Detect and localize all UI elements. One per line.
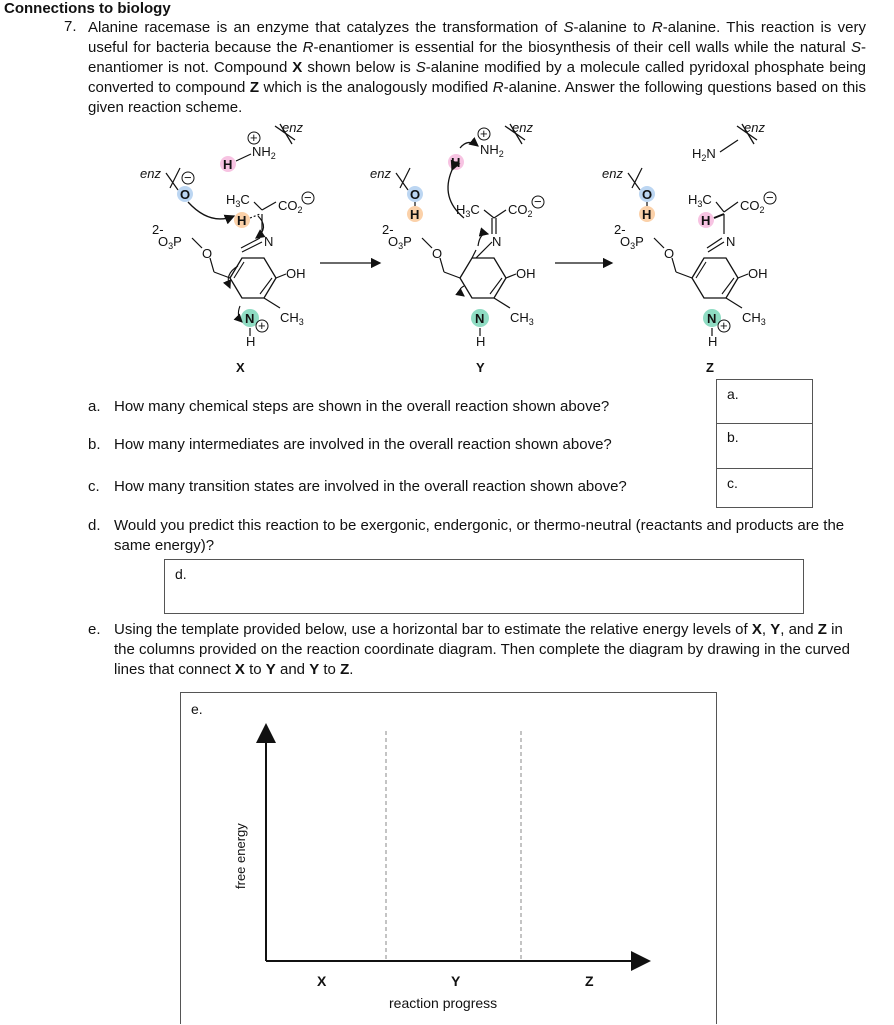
svg-text:NH2: $NH_2$ <box>480 142 504 159</box>
svg-text:O: O <box>180 187 191 202</box>
svg-text:O: O <box>642 187 653 202</box>
svg-text:OH: OH <box>516 266 536 281</box>
svg-text:+: + <box>258 318 266 333</box>
svg-text:CH3: $CH_3$ <box>510 310 534 327</box>
svg-text:CO2: $CO_2$ <box>278 198 303 215</box>
svg-text:O3P: $O_3P$ <box>158 234 182 251</box>
svg-text:2-: 2- <box>382 222 394 237</box>
question-b-letter: b. <box>88 436 101 453</box>
svg-text:enz: enz <box>370 166 391 181</box>
svg-text:H: H <box>223 157 233 172</box>
column-label-y: Y <box>451 973 461 989</box>
compound-x-structure <box>140 120 314 375</box>
question-d-letter: d. <box>88 517 101 534</box>
svg-text:N: N <box>264 234 274 249</box>
svg-text:enz: enz <box>512 120 533 135</box>
svg-text:−: − <box>304 190 312 205</box>
question-a-letter: a. <box>88 398 101 415</box>
svg-text:N: N <box>726 234 736 249</box>
svg-text:H3C: $H_3C$ <box>688 192 712 209</box>
question-d-text: Would you predict this reaction to be exergonic, endergonic, or thermo-neutral (reactants and products are the same energy)? <box>114 517 845 554</box>
svg-text:H: H <box>708 334 718 349</box>
svg-text:N: N <box>707 311 717 326</box>
svg-text:+: + <box>480 126 488 141</box>
svg-text:O3P: $O_3P$ <box>388 234 412 251</box>
answer-box-b[interactable]: b. <box>716 423 813 469</box>
compound-label-y: Y <box>476 360 485 375</box>
svg-text:2-: 2- <box>152 222 164 237</box>
svg-text:N: N <box>492 234 502 249</box>
svg-text:O: O <box>410 187 421 202</box>
svg-text:−: − <box>766 190 774 205</box>
svg-text:H3C: $H_3C$ <box>226 192 250 209</box>
x-axis-label: reaction progress <box>389 995 498 1011</box>
svg-text:H: H <box>642 207 652 222</box>
question-e-text: Using the template provided below, use a horizontal bar to estimate the relative energy levels of X, Y, and Z in the columns provided on the reaction coordinate diagram. Then complete the diagram by drawing in the curved lines that connect X to Y and Y to Z. <box>114 621 850 678</box>
compound-label-z: Z <box>706 360 714 375</box>
svg-text:NH2: $NH_2$ <box>252 144 276 161</box>
answer-box-e[interactable]: e. free energy X Y Z reaction progress <box>180 692 717 1024</box>
svg-text:O: O <box>432 246 443 261</box>
compound-y-structure <box>370 120 544 375</box>
svg-text:CH3: $CH_3$ <box>742 310 766 327</box>
answer-box-d[interactable]: d. <box>164 559 804 614</box>
svg-text:H: H <box>410 207 420 222</box>
svg-text:+: + <box>250 130 258 145</box>
svg-text:CO2: $CO_2$ <box>740 198 765 215</box>
compound-label-x: X <box>236 360 245 375</box>
answer-box-a[interactable]: a. <box>716 379 813 424</box>
svg-text:2-: 2- <box>614 222 626 237</box>
svg-text:−: − <box>534 194 542 209</box>
svg-text:enz: enz <box>282 120 303 135</box>
question-a-text: How many chemical steps are shown in the overall reaction shown above? <box>114 398 610 415</box>
svg-text:enz: enz <box>602 166 623 181</box>
svg-text:+: + <box>720 318 728 333</box>
answer-box-c[interactable]: c. <box>716 468 813 508</box>
question-c-letter: c. <box>88 478 100 495</box>
reaction-scheme <box>130 118 810 378</box>
svg-text:CH3: $CH_3$ <box>280 310 304 327</box>
column-label-z: Z <box>585 973 594 989</box>
svg-text:CO2: $CO_2$ <box>508 202 533 219</box>
svg-text:N: N <box>245 311 255 326</box>
svg-text:H: H <box>701 213 711 228</box>
question-b-text: How many intermediates are involved in the overall reaction shown above? <box>114 436 612 453</box>
svg-text:O3P: $O_3P$ <box>620 234 644 251</box>
svg-text:H: H <box>246 334 256 349</box>
svg-text:O: O <box>664 246 675 261</box>
question-intro: Alanine racemase is an enzyme that catalyzes the transformation of S-alanine to R-alanine. This reaction is very useful for bacteria because the R-enantiomer is essential for the biosynthesis of their cell walls while the natural S-enantiomer is not. Compound X shown below is S-alanine modified by a molecule called pyridoxal phosphate being converted to compound Z which is the analogously modified R-alanine. Answer the following questions based on this given reaction scheme. <box>88 19 867 116</box>
question-number: 7. <box>64 18 77 35</box>
question-c-text: How many transition states are involved in the overall reaction shown above? <box>114 478 627 495</box>
svg-text:−: − <box>184 170 192 185</box>
svg-text:H: H <box>451 155 461 170</box>
svg-text:OH: OH <box>748 266 768 281</box>
svg-text:enz: enz <box>140 166 161 181</box>
question-e-letter: e. <box>88 621 101 638</box>
svg-text:enz: enz <box>744 120 765 135</box>
svg-text:H2N: $H_2N$ <box>692 146 716 163</box>
svg-text:H: H <box>237 213 247 228</box>
svg-text:H3C: $H_3C$ <box>456 202 480 219</box>
svg-text:H: H <box>476 334 486 349</box>
reaction-coordinate-diagram <box>181 693 717 1025</box>
y-axis-label: free energy <box>233 823 248 889</box>
svg-text:O: O <box>202 246 213 261</box>
section-title: Connections to biology <box>4 0 171 17</box>
svg-text:N: N <box>475 311 485 326</box>
compound-z-structure <box>602 120 776 375</box>
svg-text:OH: OH <box>286 266 306 281</box>
column-label-x: X <box>317 973 327 989</box>
